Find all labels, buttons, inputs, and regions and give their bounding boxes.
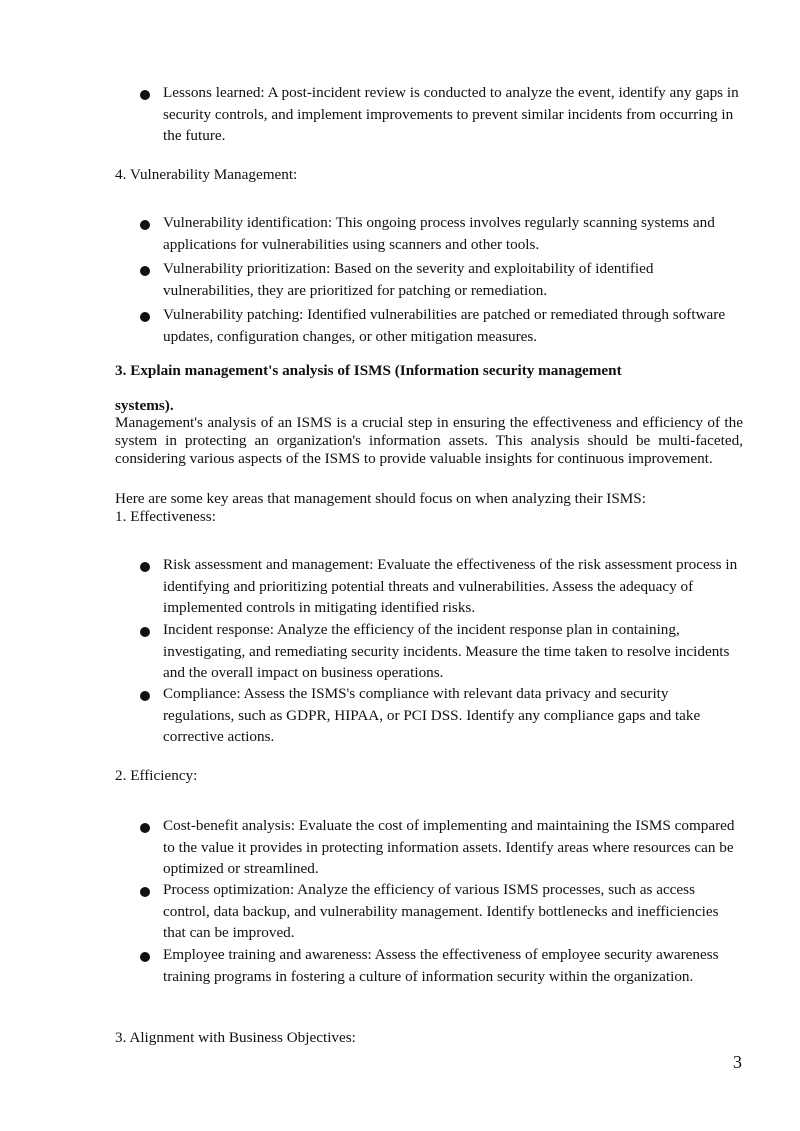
list-item-text: Risk assessment and management: Evaluate the effectiveness of the risk assessment process in identifying and prioritizing potential threats and vulnerabilities. Assess the adequacy of implemented controls in mitigating identified risks. [163, 556, 738, 616]
intro-paragraph: Management's analysis of an ISMS is a crucial step in ensuring the effectiveness and efficiency of the system in protecting an organization's information assets. This analysis should be multi-faceted, considering various aspects of the ISMS to provide valuable insights for continuous improvement. [115, 414, 743, 467]
list-item [140, 879, 740, 944]
list-item-text: Vulnerability prioritization: Based on the severity and exploitability of identified vulnerabilities, they are prioritized for patching or remediation. [163, 260, 654, 299]
bullet-icon [140, 887, 150, 897]
list-item-text: Employee training and awareness: Assess the effectiveness of employee security awareness training programs in fostering a culture of information security within the organization. [163, 946, 719, 985]
list-item [140, 258, 740, 301]
list-item [140, 304, 740, 347]
list-item-text: Vulnerability identification: This ongoing process involves regularly scanning systems and applications for vulnerabilities using scanners and other tools. [163, 214, 715, 253]
section-heading: 2. Efficiency: [115, 767, 198, 784]
list-item [140, 554, 740, 619]
bullet-icon [140, 952, 150, 962]
bullet-icon [140, 220, 150, 230]
bullet-icon [140, 90, 150, 100]
list-item-text: Process optimization: Analyze the efficiency of various ISMS processes, such as access control, data backup, and vulnerability management. Identify bottlenecks and inefficiencies that can be improved. [163, 881, 719, 941]
question-heading: 3. Explain management's analysis of ISMS (Information security management [115, 362, 622, 379]
list-item [140, 82, 740, 147]
bullet-icon [140, 691, 150, 701]
list-item [140, 944, 740, 987]
section-heading: 1. Effectiveness: [115, 508, 216, 525]
list-item [140, 619, 740, 684]
list-item-text: Compliance: Assess the ISMS's compliance with relevant data privacy and security regulations, such as GDPR, HIPAA, or PCI DSS. Identify any compliance gaps and take corrective actions. [163, 685, 701, 745]
list-item [140, 683, 740, 748]
list-item-text: Cost-benefit analysis: Evaluate the cost of implementing and maintaining the ISMS compared to the value it provides in protecting information assets. Identify areas where resources can be optimized or streamlined. [163, 817, 735, 877]
list-item-text: Vulnerability patching: Identified vulnerabilities are patched or remediated through software updates, configuration changes, or other mitigation measures. [163, 306, 726, 345]
page-number: 3 [733, 1052, 742, 1072]
list-item-text: Lessons learned: A post-incident review is conducted to analyze the event, identify any gaps in security controls, and implement improvements to prevent similar incidents from occurring in the future. [163, 84, 739, 144]
bullet-icon [140, 627, 150, 637]
section-heading: 4. Vulnerability Management: [115, 166, 298, 183]
bullet-icon [140, 823, 150, 833]
bullet-icon [140, 562, 150, 572]
section-heading: 3. Alignment with Business Objectives: [115, 1029, 356, 1046]
list-item [140, 815, 740, 880]
list-item-text: Incident response: Analyze the efficiency of the incident response plan in containing, investigating, and remediating security incidents. Measure the time taken to resolve incidents and the overall impact on business operations. [163, 621, 730, 681]
question-heading-continued: systems). [115, 397, 174, 414]
lead-sentence: Here are some key areas that management should focus on when analyzing their ISMS: [115, 490, 646, 507]
bullet-icon [140, 266, 150, 276]
bullet-icon [140, 312, 150, 322]
list-item [140, 212, 740, 255]
